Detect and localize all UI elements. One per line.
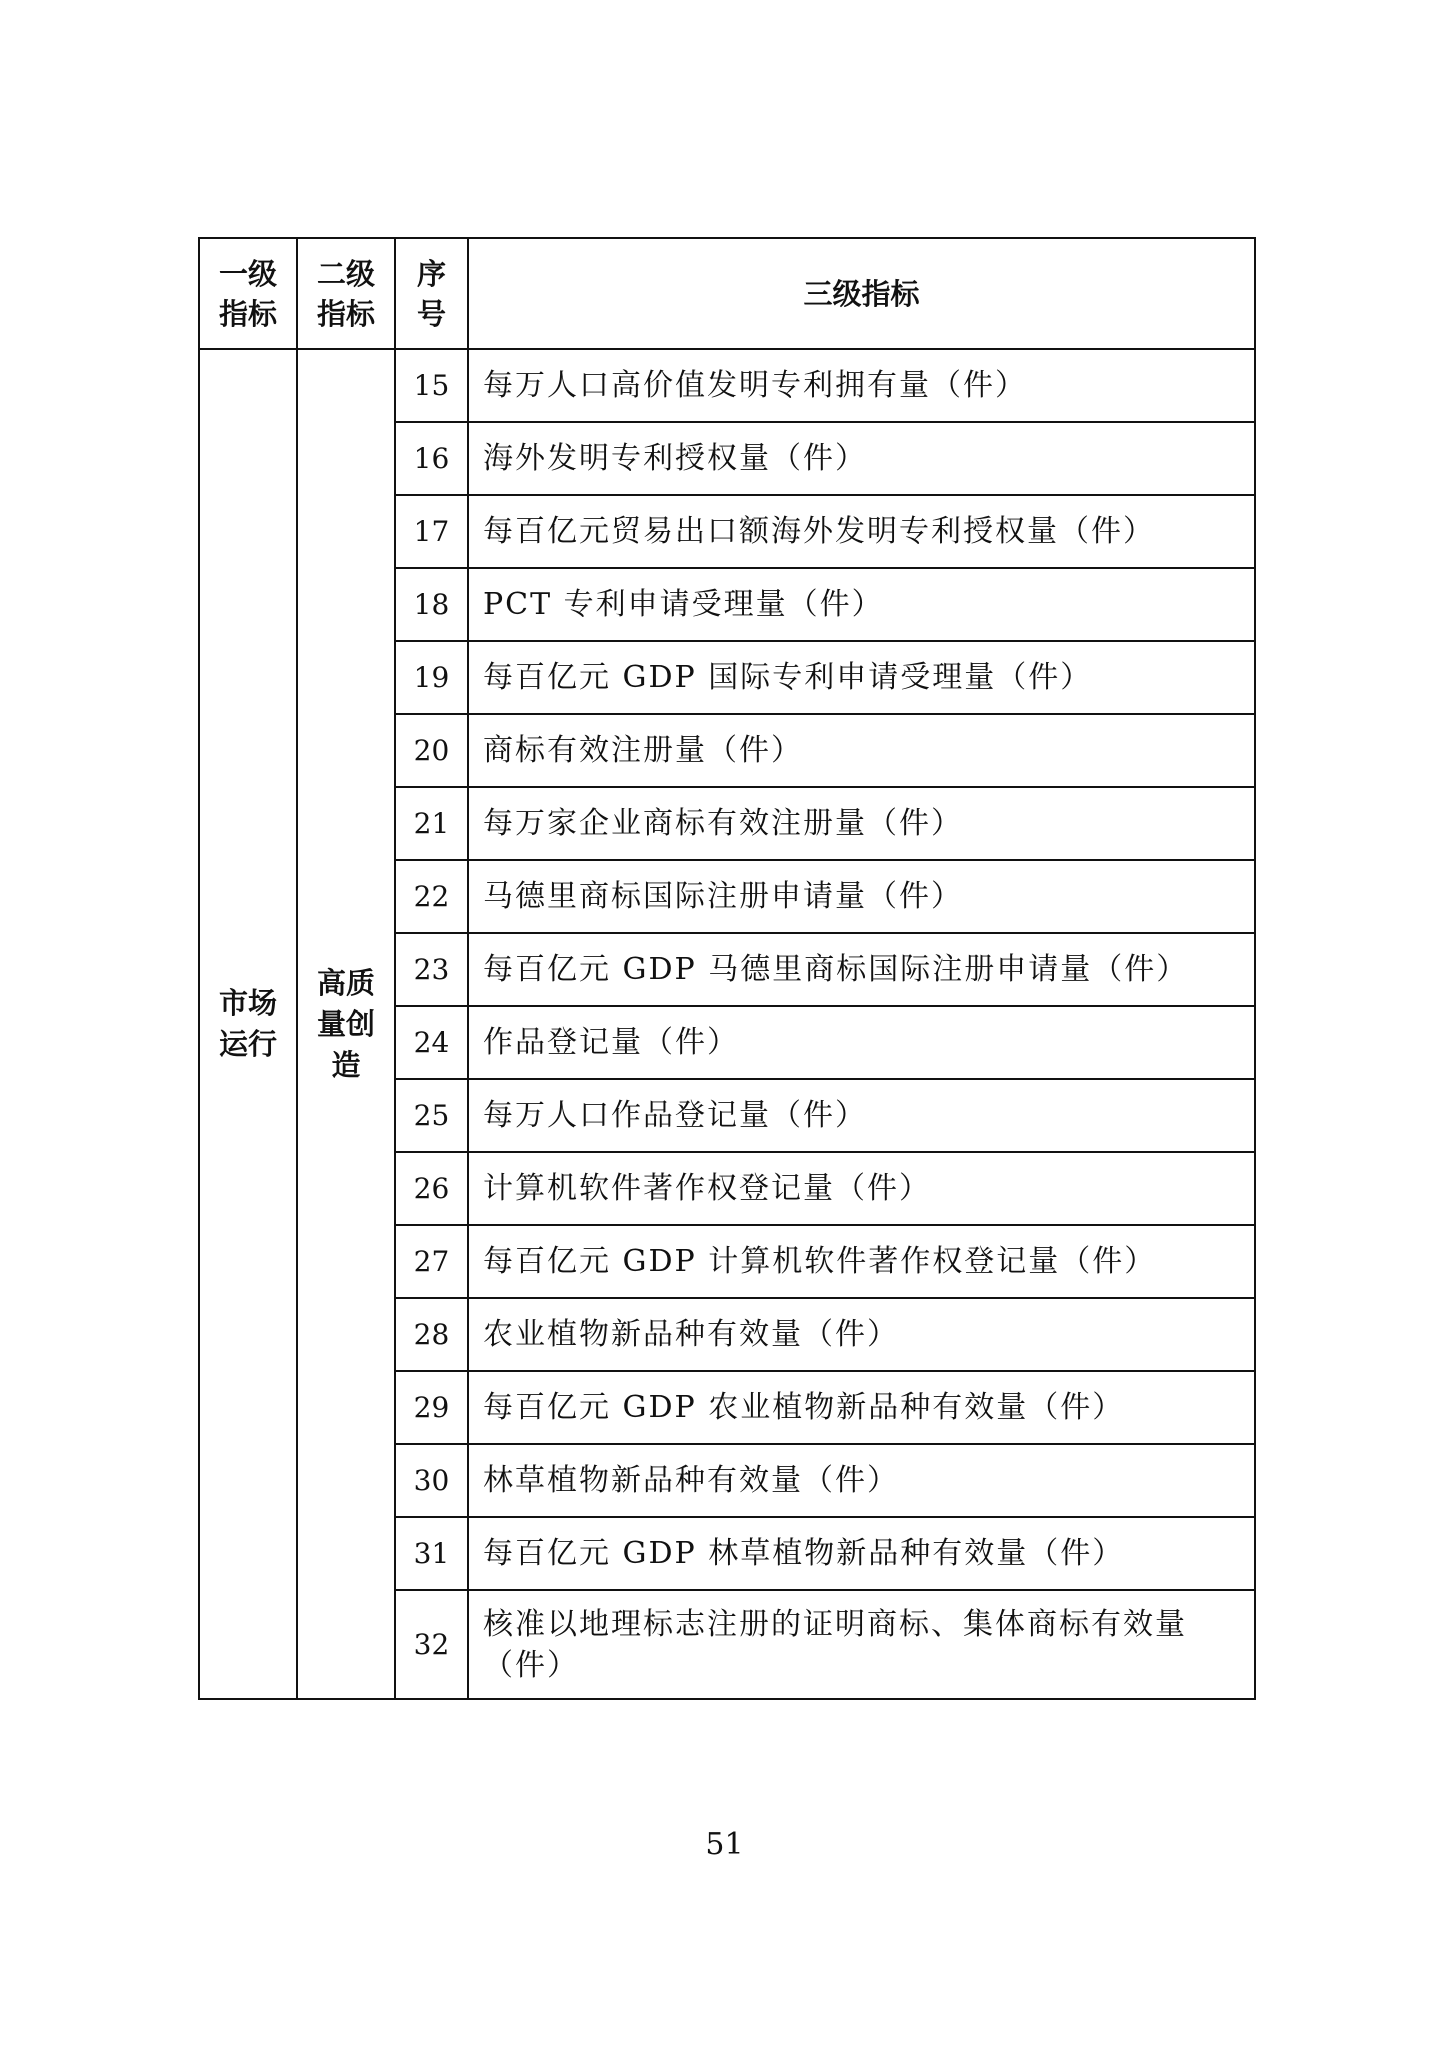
- seq-cell: 15: [395, 349, 468, 422]
- indicator-cell: 每百亿元 GDP 林草植物新品种有效量（件）: [468, 1517, 1255, 1590]
- seq-cell: 21: [395, 787, 468, 860]
- level2-cell: [297, 349, 395, 1699]
- seq-cell: 29: [395, 1371, 468, 1444]
- page-number: 51: [705, 1827, 744, 1862]
- indicator-cell: 核准以地理标志注册的证明商标、集体商标有效量（件）: [468, 1590, 1255, 1699]
- seq-cell: 23: [395, 933, 468, 1006]
- indicator-cell: 海外发明专利授权量（件）: [468, 422, 1255, 495]
- level1-value: 市场运行: [218, 986, 277, 1061]
- indicator-cell: 作品登记量（件）: [468, 1006, 1255, 1079]
- seq-cell: 16: [395, 422, 468, 495]
- seq-cell: 20: [395, 714, 468, 787]
- indicator-cell: 每万家企业商标有效注册量（件）: [468, 787, 1255, 860]
- indicator-cell: 林草植物新品种有效量（件）: [468, 1444, 1255, 1517]
- seq-cell: 31: [395, 1517, 468, 1590]
- level1-cell: [199, 349, 297, 1699]
- indicator-cell: 每万人口高价值发明专利拥有量（件）: [468, 349, 1255, 422]
- indicator-cell: 每百亿元贸易出口额海外发明专利授权量（件）: [468, 495, 1255, 568]
- indicator-cell: 每万人口作品登记量（件）: [468, 1079, 1255, 1152]
- header-seq: 序号: [395, 238, 468, 349]
- indicator-cell: PCT 专利申请受理量（件）: [468, 568, 1255, 641]
- indicator-cell: 计算机软件著作权登记量（件）: [468, 1152, 1255, 1225]
- seq-cell: 32: [395, 1590, 468, 1699]
- level2-value: 高质量创造: [316, 965, 375, 1082]
- seq-cell: 18: [395, 568, 468, 641]
- seq-cell: 30: [395, 1444, 468, 1517]
- table-header-row: [199, 238, 1255, 349]
- seq-cell: 26: [395, 1152, 468, 1225]
- indicator-cell: 每百亿元 GDP 农业植物新品种有效量（件）: [468, 1371, 1255, 1444]
- seq-cell: 19: [395, 641, 468, 714]
- indicator-cell: 每百亿元 GDP 国际专利申请受理量（件）: [468, 641, 1255, 714]
- indicator-cell: 每百亿元 GDP 计算机软件著作权登记量（件）: [468, 1225, 1255, 1298]
- header-level3: 三级指标: [468, 238, 1255, 349]
- table-row: [199, 349, 1255, 422]
- seq-cell: 17: [395, 495, 468, 568]
- header-level2: 二级指标: [297, 238, 395, 349]
- indicator-cell: 每百亿元 GDP 马德里商标国际注册申请量（件）: [468, 933, 1255, 1006]
- indicator-cell: 商标有效注册量（件）: [468, 714, 1255, 787]
- header-level1: 一级指标: [199, 238, 297, 349]
- seq-cell: 28: [395, 1298, 468, 1371]
- seq-cell: 27: [395, 1225, 468, 1298]
- seq-cell: 25: [395, 1079, 468, 1152]
- indicator-cell: 农业植物新品种有效量（件）: [468, 1298, 1255, 1371]
- indicator-table: [198, 237, 1256, 1700]
- seq-cell: 22: [395, 860, 468, 933]
- seq-cell: 24: [395, 1006, 468, 1079]
- indicator-cell: 马德里商标国际注册申请量（件）: [468, 860, 1255, 933]
